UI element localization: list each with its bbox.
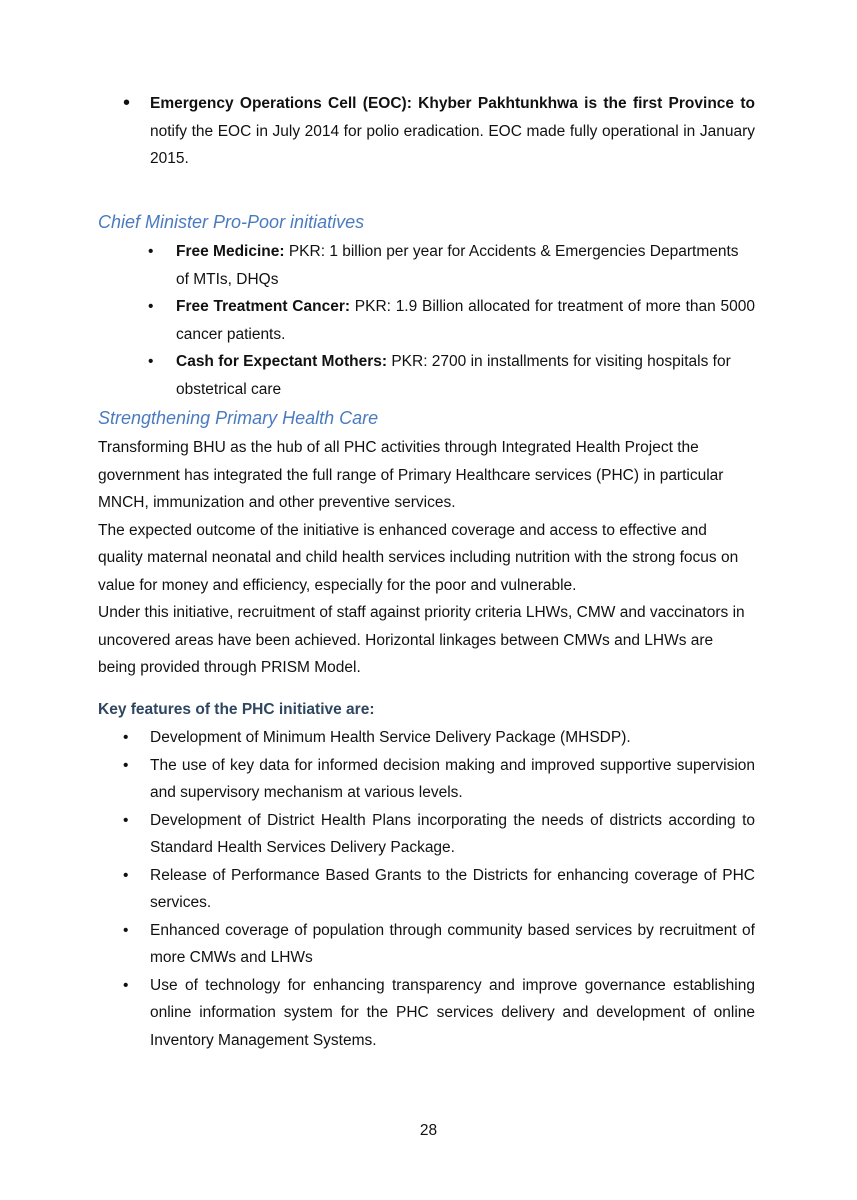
cm-item-text: PKR: 2700 in installments for visiting hospitals for obstetrical care xyxy=(176,353,731,398)
eoc-text: notify the EOC in July 2014 for polio eradication. EOC made fully operational in January 2015. xyxy=(150,122,755,167)
key-feature-item xyxy=(98,724,755,752)
cm-item-text: PKR: 1.9 Billion allocated for treatment of more than 5000 cancer patients. xyxy=(176,298,756,343)
key-feature-item xyxy=(98,807,755,862)
cm-item-text: PKR: 1 billion per year for Accidents & Emergencies Departments of MTIs, DHQs xyxy=(176,243,739,288)
chief-minister-list xyxy=(98,238,755,403)
key-features-list xyxy=(98,724,755,1054)
key-feature-text: Release of Performance Based Grants to the Districts for enhancing coverage of PHC services. xyxy=(150,866,755,911)
eoc-section xyxy=(98,90,755,173)
bullet-icon: • xyxy=(123,729,129,746)
bullet-icon: • xyxy=(123,92,131,114)
primary-health-body xyxy=(98,434,748,682)
key-feature-text: The use of key data for informed decision making and improved supportive supervision and supervisory mechanism at various levels. xyxy=(150,756,755,801)
key-features-heading: Key features of the PHC initiative are: xyxy=(98,701,375,718)
bullet-icon: • xyxy=(148,353,154,370)
key-feature-item xyxy=(98,862,755,917)
bullet-icon: • xyxy=(148,243,154,260)
paragraph: The expected outcome of the initiative is enhanced coverage and access to effective and quality maternal neonatal and child health services including nutrition with the strong focus on value for money and efficiency, especially for the poor and vulnerable. xyxy=(98,521,739,594)
eoc-label: Emergency Operations Cell (EOC): Khyber Pakhtunkhwa is the first Province to xyxy=(150,95,755,112)
bullet-icon: • xyxy=(123,756,129,774)
key-feature-text: Enhanced coverage of population through community based services by recruitment of more CMWs and LHWs xyxy=(150,921,755,966)
key-feature-text: Development of District Health Plans incorporating the needs of districts according to Standard Health Services Delivery Package. xyxy=(150,811,755,856)
paragraph: Transforming BHU as the hub of all PHC activities through Integrated Health Project the government has integrated the full range of Primary Healthcare services (PHC) in particular MNCH, immunization and other preventive services. xyxy=(98,439,724,511)
bullet-icon: • xyxy=(148,298,154,315)
page-number: 28 xyxy=(419,1122,438,1139)
key-feature-text: Development of Minimum Health Service Delivery Package (MHSDP). xyxy=(150,729,631,746)
eoc-bullet-item xyxy=(98,90,755,173)
primary-health-heading: Strengthening Primary Health Care xyxy=(98,408,379,428)
cm-item-label: Cash for Expectant Mothers: xyxy=(176,353,388,370)
chief-minister-heading: Chief Minister Pro-Poor initiatives xyxy=(98,212,365,232)
cm-item-label: Free Medicine: xyxy=(176,243,285,260)
cm-item-free-medicine xyxy=(98,238,755,293)
key-feature-item xyxy=(98,752,755,807)
cm-item-cancer xyxy=(98,293,755,348)
bullet-icon: • xyxy=(123,921,129,939)
key-feature-text: Use of technology for enhancing transparency and improve governance establishing online information system for the PHC services delivery and development of online Inventory Management Systems. xyxy=(150,976,755,1049)
bullet-icon: • xyxy=(123,811,129,829)
cm-item-label: Free Treatment Cancer: xyxy=(176,298,351,315)
bullet-icon: • xyxy=(123,866,129,884)
key-feature-item xyxy=(98,917,755,972)
key-feature-item xyxy=(98,972,755,1055)
paragraph: Under this initiative, recruitment of staff against priority criteria LHWs, CMW and vaccinators in uncovered areas have been achieved. Horizontal linkages between CMWs and LHWs are being provided through PRISM Model. xyxy=(98,604,745,676)
cm-item-expectant-mothers xyxy=(98,348,755,403)
bullet-icon: • xyxy=(123,976,129,994)
